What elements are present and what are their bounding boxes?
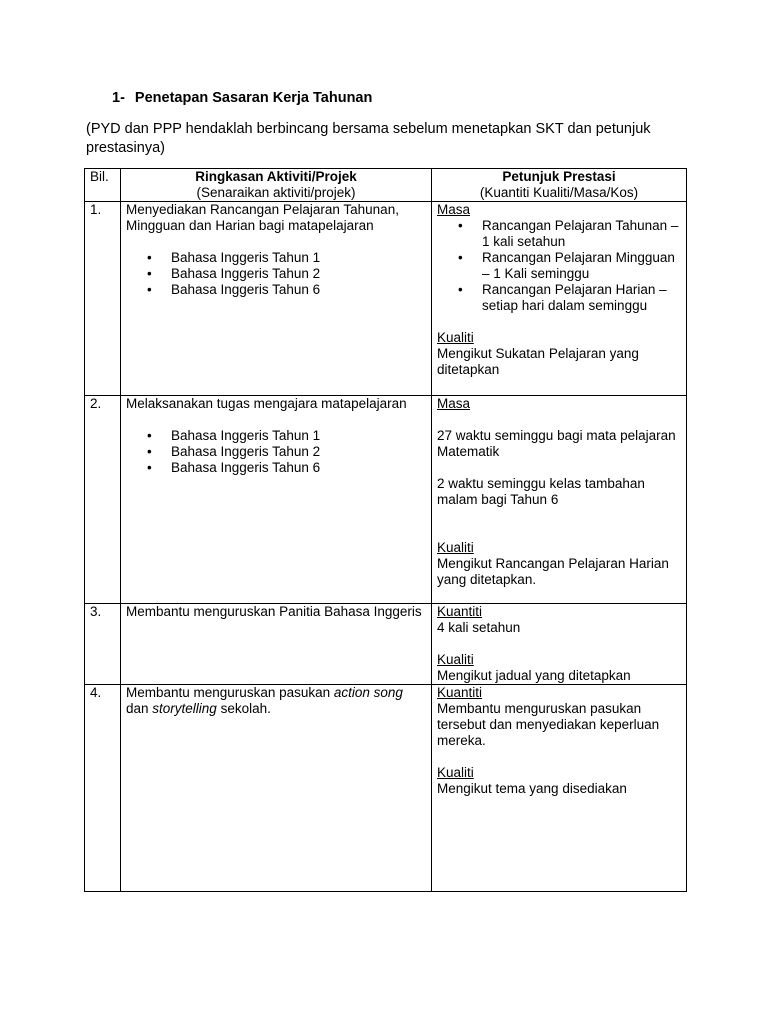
indicator-cell [432, 396, 687, 604]
kualiti-label: Kualiti [437, 765, 474, 780]
kuantiti-label: Kuantiti [437, 685, 483, 700]
activity-text: Menyediakan Rancangan Pelajaran Tahunan, Mingguan dan Harian bagi matapelajaran [126, 202, 399, 233]
header-ringkasan-title: Ringkasan Aktiviti/Projek [195, 169, 357, 184]
row-number: 1. [85, 202, 121, 396]
masa-list [437, 218, 681, 314]
section-number: 1- [112, 90, 125, 106]
row-number: 4. [85, 685, 121, 892]
activity-text-part: sekolah. [216, 701, 271, 716]
list-item: • Rancangan Pelajaran Tahunan – 1 kali setahun [482, 218, 681, 250]
masa-text: 27 waktu seminggu bagi mata pelajaran Matematik [437, 428, 676, 459]
kualiti-label: Kualiti [437, 330, 474, 345]
header-ringkasan [121, 169, 432, 202]
activity-text-part: dan [126, 701, 153, 716]
masa-label: Masa [437, 396, 471, 411]
list-item: • Rancangan Pelajaran Mingguan – 1 Kali seminggu [482, 250, 681, 282]
kuantiti-text: Membantu menguruskan pasukan tersebut dan menyediakan keperluan mereka. [437, 701, 660, 748]
table-header-row [85, 169, 687, 202]
table-row [85, 604, 687, 685]
subject-list [126, 428, 426, 476]
kuantiti-text: 4 kali setahun [437, 620, 521, 635]
kualiti-text: Mengikut Sukatan Pelajaran yang ditetapkan [437, 346, 639, 377]
kualiti-text: Mengikut jadual yang ditetapkan [437, 668, 631, 683]
kualiti-text: Mengikut Rancangan Pelajaran Harian yang ditetapkan. [437, 556, 669, 587]
table-row [85, 396, 687, 604]
list-item: • Bahasa Inggeris Tahun 6 [171, 282, 426, 298]
table-row [85, 202, 687, 396]
masa-label: Masa [437, 202, 471, 217]
indicator-cell [432, 202, 687, 396]
list-item: • Bahasa Inggeris Tahun 1 [171, 250, 426, 266]
row-number: 2. [85, 396, 121, 604]
activity-text: Melaksanakan tugas mengajara matapelajaran [126, 396, 407, 411]
skt-table [84, 168, 687, 892]
intro-note: (PYD dan PPP hendaklah berbincang bersama sebelum menetapkan SKT dan petunjuk prestasinya) [86, 121, 651, 156]
header-ringkasan-sub: (Senaraikan aktiviti/projek) [196, 185, 356, 200]
kualiti-text: Mengikut tema yang disediakan [437, 781, 627, 796]
kualiti-label: Kualiti [437, 652, 474, 667]
subject-list [126, 250, 426, 298]
header-petunjuk [432, 169, 687, 202]
indicator-cell [432, 685, 687, 892]
kuantiti-label: Kuantiti [437, 604, 483, 619]
activity-cell [121, 202, 432, 396]
list-item: • Rancangan Pelajaran Harian – setiap hari dalam seminggu [482, 282, 681, 314]
table-row [85, 685, 687, 892]
header-bil: Bil. [85, 169, 121, 202]
activity-cell [121, 685, 432, 892]
list-item: • Bahasa Inggeris Tahun 2 [171, 444, 426, 460]
header-petunjuk-title: Petunjuk Prestasi [502, 169, 616, 184]
row-number: 3. [85, 604, 121, 685]
list-item: • Bahasa Inggeris Tahun 6 [171, 460, 426, 476]
section-heading [112, 90, 372, 106]
activity-text-italic: storytelling [152, 701, 217, 716]
section-title: Penetapan Sasaran Kerja Tahunan [134, 90, 373, 106]
activity-text-part: Membantu menguruskan pasukan [126, 685, 334, 700]
masa-text: 2 waktu seminggu kelas tambahan malam bagi Tahun 6 [437, 476, 645, 507]
header-petunjuk-sub: (Kuantiti Kualiti/Masa/Kos) [479, 185, 639, 200]
list-item: • Bahasa Inggeris Tahun 2 [171, 266, 426, 282]
list-item: • Bahasa Inggeris Tahun 1 [171, 428, 426, 444]
activity-cell [121, 604, 432, 685]
activity-text-italic: action song [333, 685, 403, 700]
activity-text [126, 685, 426, 717]
activity-text: Membantu menguruskan Panitia Bahasa Inggeris [126, 604, 422, 619]
activity-cell [121, 396, 432, 604]
kualiti-label: Kualiti [437, 540, 474, 555]
indicator-cell [432, 604, 687, 685]
